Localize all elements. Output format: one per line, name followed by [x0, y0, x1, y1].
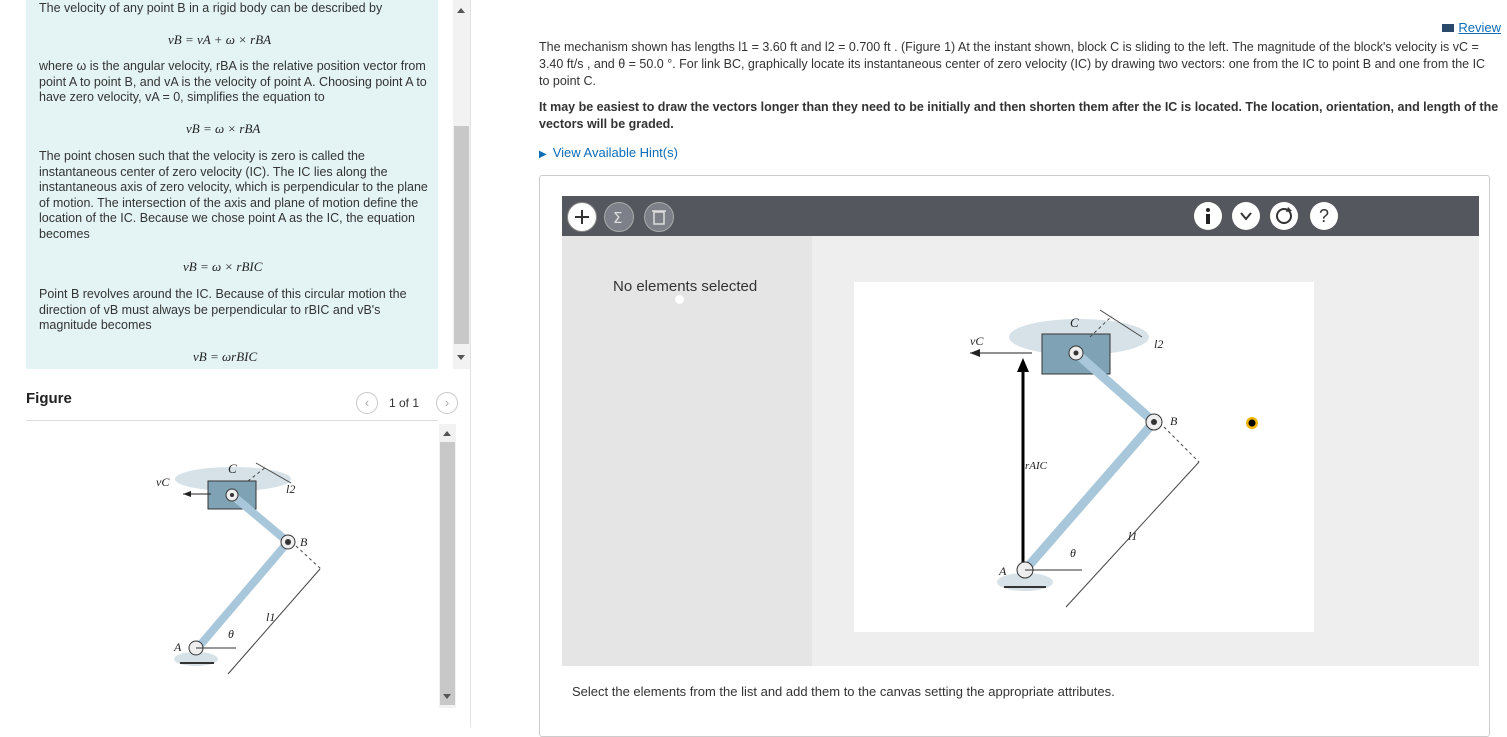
- prev-figure-button[interactable]: [356, 392, 378, 414]
- figure-scroll-up-icon[interactable]: [443, 431, 451, 436]
- figure-scroll-thumb[interactable]: [440, 442, 455, 705]
- canvas-label-b: B: [1170, 414, 1178, 428]
- figure-label-b: B: [300, 535, 308, 549]
- reset-icon: [1270, 202, 1298, 230]
- figure-scroll-down-icon[interactable]: [443, 694, 451, 699]
- options-button[interactable]: [1232, 202, 1260, 230]
- hint-paragraph-4: Point B revolves around the IC. Because of this circular motion the direction of vB must always be perpendicular to rBIC and vB's magnitude becomes: [39, 287, 407, 332]
- help-button[interactable]: [1310, 202, 1338, 230]
- canvas-label-l1: l1: [1128, 529, 1138, 543]
- figure-label-c: C: [228, 461, 237, 476]
- figure-pager: 1 of 1: [389, 396, 420, 410]
- reset-button[interactable]: [1270, 202, 1298, 230]
- svg-text:Σ: Σ: [613, 209, 623, 227]
- hint-paragraph-1: The velocity of any point B in a rigid body can be described by: [39, 1, 383, 15]
- hint-equation-3: vB = ω × rBIC: [183, 259, 263, 274]
- figure-title: Figure: [26, 390, 72, 407]
- plus-icon: [568, 203, 596, 231]
- figure-scrollbar[interactable]: [439, 424, 456, 708]
- hint-equation-1: vB = vA + ω × rBA: [168, 32, 272, 47]
- next-figure-button[interactable]: [436, 392, 458, 414]
- trash-icon: [645, 203, 673, 231]
- cursor-marker: [675, 295, 684, 304]
- figure-label-theta: θ: [228, 627, 234, 641]
- ic-vector-arrowhead: [1017, 358, 1029, 372]
- canvas-label-ric: rAIC: [1025, 460, 1047, 472]
- help-icon: ?: [1318, 206, 1329, 226]
- book-icon: [1442, 24, 1454, 32]
- hint-panel: [26, 0, 438, 369]
- scroll-down-icon[interactable]: [457, 355, 465, 360]
- figure-label-vc: vC: [156, 475, 170, 489]
- canvas-background-figure: [854, 282, 1314, 632]
- hint-equation-2: vB = ω × rBA: [186, 121, 261, 136]
- figure-label-a: A: [174, 640, 182, 654]
- canvas-label-l2: l2: [1154, 337, 1164, 351]
- hint-paragraph-2: where ω is the angular velocity, rBA is the relative position vector from point A to point B, and vA is the velocity of point A. Choosing point A to have zero velocity, vA = 0, simplifies the equation to: [39, 59, 427, 104]
- canvas-diagram: [854, 282, 1314, 632]
- canvas-instructions: Select the elements from the list and add them to the canvas setting the appropriate attributes.: [572, 684, 1115, 699]
- chevron-right-icon: ›: [444, 395, 450, 410]
- figure-label-l2: l2: [286, 482, 296, 496]
- element-list-panel: [562, 236, 812, 666]
- hint-scroll-thumb[interactable]: [454, 126, 469, 344]
- info-icon: [1194, 202, 1222, 230]
- caret-right-icon: ▶: [539, 149, 547, 160]
- widget-toolbar: [562, 196, 1479, 236]
- figure-label-l1: l1: [266, 610, 276, 624]
- delete-button[interactable]: [644, 202, 674, 232]
- chevron-left-icon: ‹: [364, 395, 370, 410]
- sum-button[interactable]: [604, 202, 634, 232]
- chevron-down-icon: [1232, 202, 1260, 230]
- hint-scrollbar[interactable]: [453, 0, 470, 369]
- canvas-label-vc: vC: [970, 334, 984, 348]
- view-hints-link[interactable]: [539, 145, 678, 160]
- view-hints-label: View Available Hint(s): [552, 145, 678, 160]
- hint-paragraph-3: The point chosen such that the velocity is zero is called the instantaneous center of zero velocity (IC). The IC lies along the instantaneous axis of zero velocity, which is perpendicular to the plane of motion. The intersection of the axis and plane of motion define the location of the IC. Because we chose point A as the IC, the equation becomes: [39, 149, 428, 241]
- figure-diagram: [26, 421, 438, 727]
- canvas-label-c: C: [1070, 315, 1079, 330]
- scroll-up-icon[interactable]: [457, 8, 465, 13]
- info-button[interactable]: [1194, 202, 1222, 230]
- problem-statement: The mechanism shown has lengths l1 = 3.60 ft and l2 = 0.700 ft . (Figure 1) At the instant shown, block C is sliding to the left. The magnitude of the block's velocity is vC = 3.40 ft/s , and θ = 50.0 °. For link BC, graphically locate its instantaneous center of zero velocity (IC) by drawing two vectors: one from the IC to point B and one from the IC to point C.: [539, 40, 1486, 88]
- sigma-icon: [605, 203, 633, 231]
- no-elements-text: No elements selected: [613, 278, 758, 295]
- instruction-text: It may be easiest to draw the vectors longer than they need to be initially and then shorten them after the IC is located. The location, orientation, and length of the vectors will be graded.: [539, 100, 1499, 131]
- column-divider: [470, 0, 471, 727]
- hint-equation-4: vB = ωrBIC: [193, 349, 258, 364]
- review-link-label: Review: [1458, 20, 1501, 35]
- canvas-label-theta: θ: [1070, 546, 1076, 560]
- canvas-label-a: A: [999, 564, 1007, 578]
- add-element-button[interactable]: [567, 202, 597, 232]
- ic-point-handle[interactable]: [1249, 420, 1256, 427]
- review-link[interactable]: [1442, 20, 1501, 35]
